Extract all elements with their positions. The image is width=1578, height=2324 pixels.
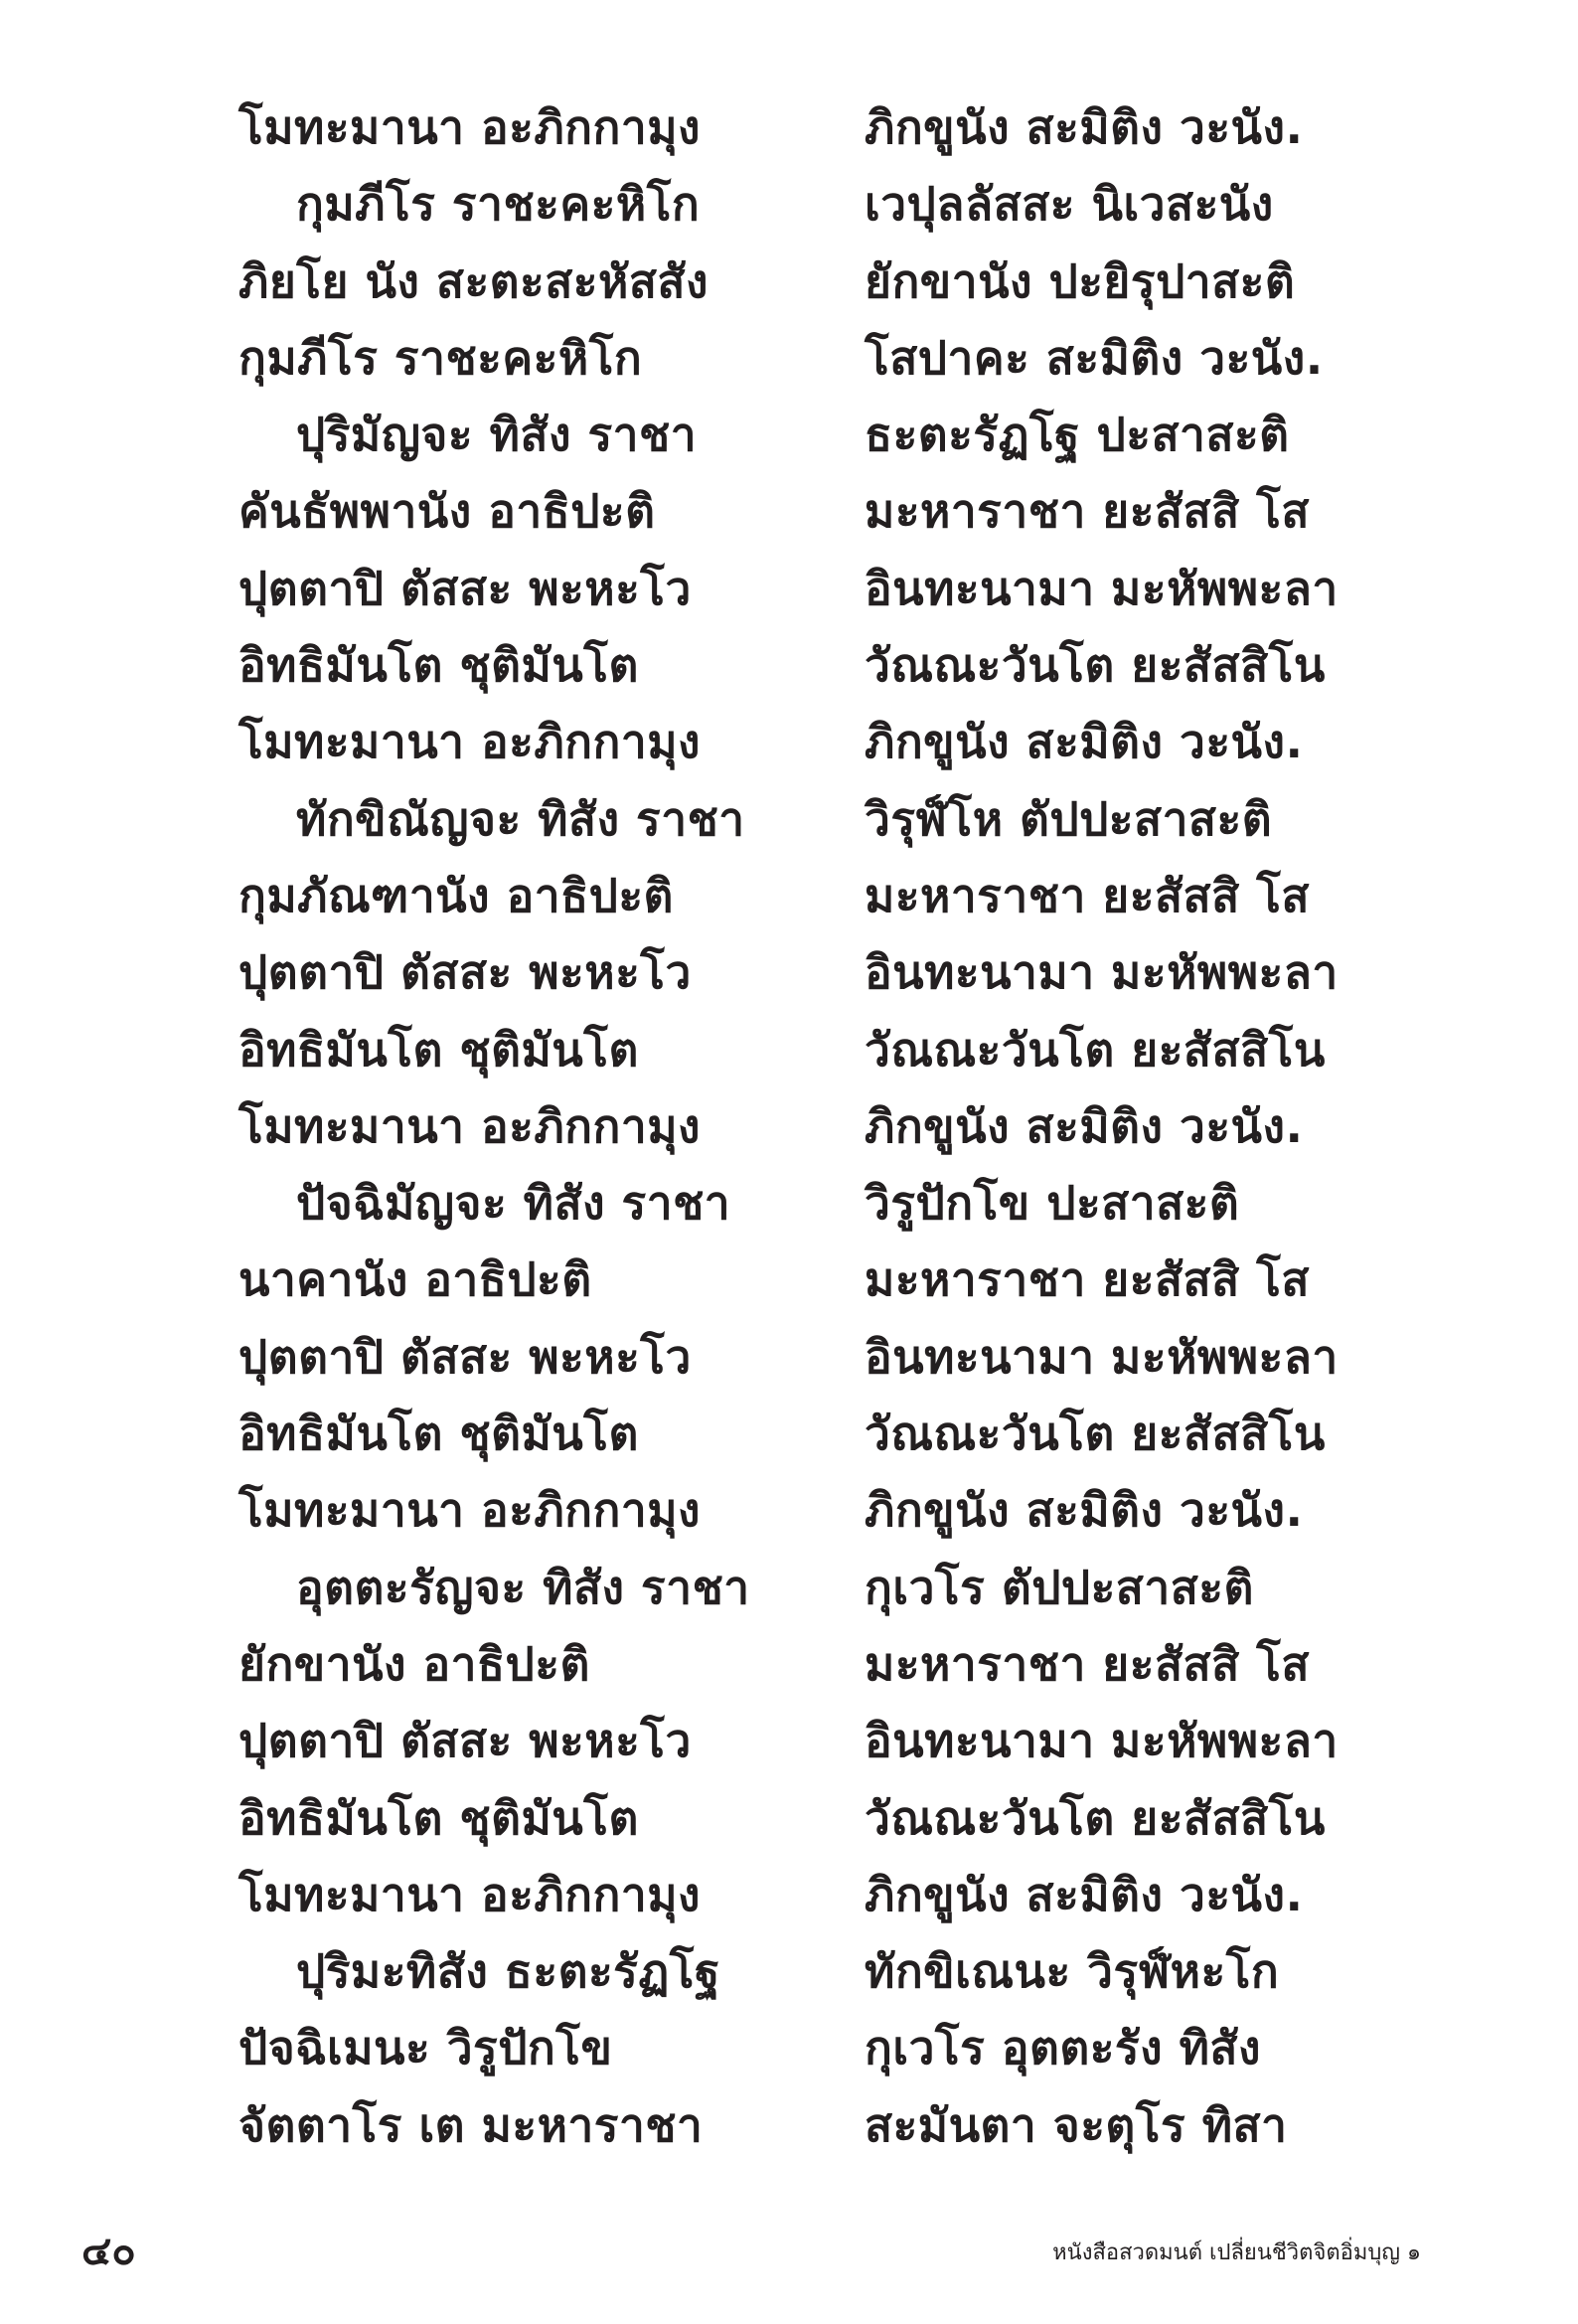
verse-line-left: อิทธิมันโต ชุติมันโต [238, 1790, 639, 1845]
verse-line-right: วัณณะวันโต ยะสัสสิโน [865, 1790, 1326, 1845]
verse-row [0, 97, 1578, 174]
verse-row [0, 559, 1578, 635]
verse-row [0, 1020, 1578, 1096]
verse-row [0, 405, 1578, 481]
verse-line-left: จัตตาโร เต มะหาราชา [238, 2097, 704, 2152]
verse-row [0, 1327, 1578, 1404]
verse-line-right: ทักขิเณนะ วิรุฬ์หะโก [865, 1944, 1280, 1999]
verse-line-right: ภิกขูนัง สะมิติง วะนัง. [865, 715, 1304, 769]
verse-line-left: ปุตตาปิ ตัสสะ พะหะโว [238, 1329, 692, 1384]
verse-line-right: กุเวโร ตัปปะสาสะติ [865, 1560, 1254, 1614]
verse-line-left: ปุตตาปิ ตัสสะ พะหะโว [238, 561, 692, 615]
verse-line-left: โมทะมานา อะภิกกามุง [238, 1867, 701, 1921]
verse-line-left: ปุตตาปิ ตัสสะ พะหะโว [238, 945, 692, 1000]
verse-line-right: วัณณะวันโต ยะสัสสิโน [865, 1022, 1326, 1077]
verse-line-left: ยักขานัง อาธิปะติ [238, 1636, 590, 1691]
verse-line-left: โมทะมานา อะภิกกามุง [238, 1483, 701, 1538]
verse-line-right: มะหาราชา ยะสัสสิ โส [865, 484, 1310, 539]
verse-line-right: เวปุลลัสสะ นิเวสะนัง [865, 177, 1274, 232]
verse-line-left: โมทะมานา อะภิกกามุง [238, 1098, 701, 1153]
verse-line-right: มะหาราชา ยะสัสสิ โส [865, 1636, 1310, 1691]
verse-line-right: อินทะนามา มะหัพพะลา [865, 945, 1339, 1000]
verse-row [0, 1558, 1578, 1634]
verse-row [0, 1249, 1578, 1326]
verse-line-right: ภิกขูนัง สะมิติง วะนัง. [865, 1483, 1304, 1538]
verse-line-right: อินทะนามา มะหัพพะลา [865, 561, 1339, 615]
verse-line-left: ปุริมัญจะ ทิสัง ราชา [296, 408, 698, 462]
verse-line-left: อิทธิมันโต ชุติมันโต [238, 1022, 639, 1077]
verse-line-left: กุมภีโร ราชะคะหิโก [238, 330, 643, 385]
verse-row [0, 1173, 1578, 1249]
verse-line-right: วัณณะวันโต ยะสัสสิโน [865, 638, 1326, 693]
verse-line-left: คันธัพพานัง อาธิปะติ [238, 484, 656, 539]
verse-line-right: วัณณะวันโต ยะสัสสิโน [865, 1407, 1326, 1461]
verse-line-right: สะมันตา จะตุโร ทิสา [865, 2097, 1288, 2152]
chant-text [0, 97, 1578, 2172]
verse-line-left: โมทะมานา อะภิกกามุง [238, 715, 701, 769]
verse-row [0, 1941, 1578, 2018]
verse-line-right: ยักขานัง ปะยิรุปาสะติ [865, 253, 1296, 308]
verse-row [0, 1634, 1578, 1711]
verse-line-right: อินทะนามา มะหัพพะลา [865, 1714, 1339, 1768]
verse-row [0, 2095, 1578, 2172]
verse-line-left: ปุตตาปิ ตัสสะ พะหะโว [238, 1714, 692, 1768]
verse-line-left: อิทธิมันโต ชุติมันโต [238, 638, 639, 693]
verse-line-left: นาคานัง อาธิปะติ [238, 1252, 592, 1307]
verse-line-left: ปุริมะทิสัง ธะตะรัฏโฐ [296, 1944, 720, 1999]
verse-row [0, 1096, 1578, 1173]
verse-row [0, 481, 1578, 558]
verse-row [0, 635, 1578, 712]
verse-row [0, 1480, 1578, 1557]
page-number: ๔๐ [81, 2229, 136, 2274]
verse-line-right: โสปาคะ สะมิติง วะนัง. [865, 330, 1324, 385]
verse-row [0, 789, 1578, 866]
verse-row [0, 174, 1578, 250]
verse-line-left: อิทธิมันโต ชุติมันโต [238, 1407, 639, 1461]
verse-row [0, 1788, 1578, 1865]
verse-row [0, 251, 1578, 328]
verse-row [0, 328, 1578, 405]
verse-line-left: ปัจฉิเมนะ วิรูปักโข [238, 2021, 613, 2075]
verse-line-left: โมทะมานา อะภิกกามุง [238, 100, 701, 154]
verse-line-right: วิรูปักโข ปะสาสะติ [865, 1176, 1240, 1231]
verse-line-right: มะหาราชา ยะสัสสิ โส [865, 868, 1310, 922]
page-footer [0, 2227, 1578, 2286]
verse-row [0, 1711, 1578, 1787]
verse-line-left: กุมภีโร ราชะคะหิโก [296, 177, 701, 232]
verse-line-right: วิรุฬ์โห ตัปปะสาสะติ [865, 791, 1273, 846]
verse-line-right: ภิกขูนัง สะมิติง วะนัง. [865, 1098, 1304, 1153]
verse-line-right: มะหาราชา ยะสัสสิ โส [865, 1252, 1310, 1307]
verse-line-right: อินทะนามา มะหัพพะลา [865, 1329, 1339, 1384]
verse-row [0, 1865, 1578, 1941]
verse-row [0, 712, 1578, 788]
verse-line-left: ทักขิณัญจะ ทิสัง ราชา [296, 791, 745, 846]
verse-row [0, 942, 1578, 1019]
verse-line-right: ธะตะรัฏโฐ ปะสาสะติ [865, 408, 1290, 462]
verse-line-right: ภิกขูนัง สะมิติง วะนัง. [865, 1867, 1304, 1921]
verse-row [0, 1404, 1578, 1480]
verse-line-left: อุตตะรัญจะ ทิสัง ราชา [296, 1560, 750, 1614]
verse-line-right: กุเวโร อุตตะรัง ทิสัง [865, 2021, 1261, 2075]
verse-line-left: ปัจฉิมัญจะ ทิสัง ราชา [296, 1176, 731, 1231]
verse-row [0, 2018, 1578, 2094]
verse-line-right: ภิกขูนัง สะมิติง วะนัง. [865, 100, 1304, 154]
book-title: หนังสือสวดมนต์ เปลี่ยนชีวิตจิตอิ่มบุญ ๑ [1052, 2241, 1421, 2265]
verse-line-left: กุมภัณฑานัง อาธิปะติ [238, 868, 674, 922]
verse-line-left: ภิยโย นัง สะตะสะหัสสัง [238, 253, 709, 308]
verse-row [0, 866, 1578, 942]
